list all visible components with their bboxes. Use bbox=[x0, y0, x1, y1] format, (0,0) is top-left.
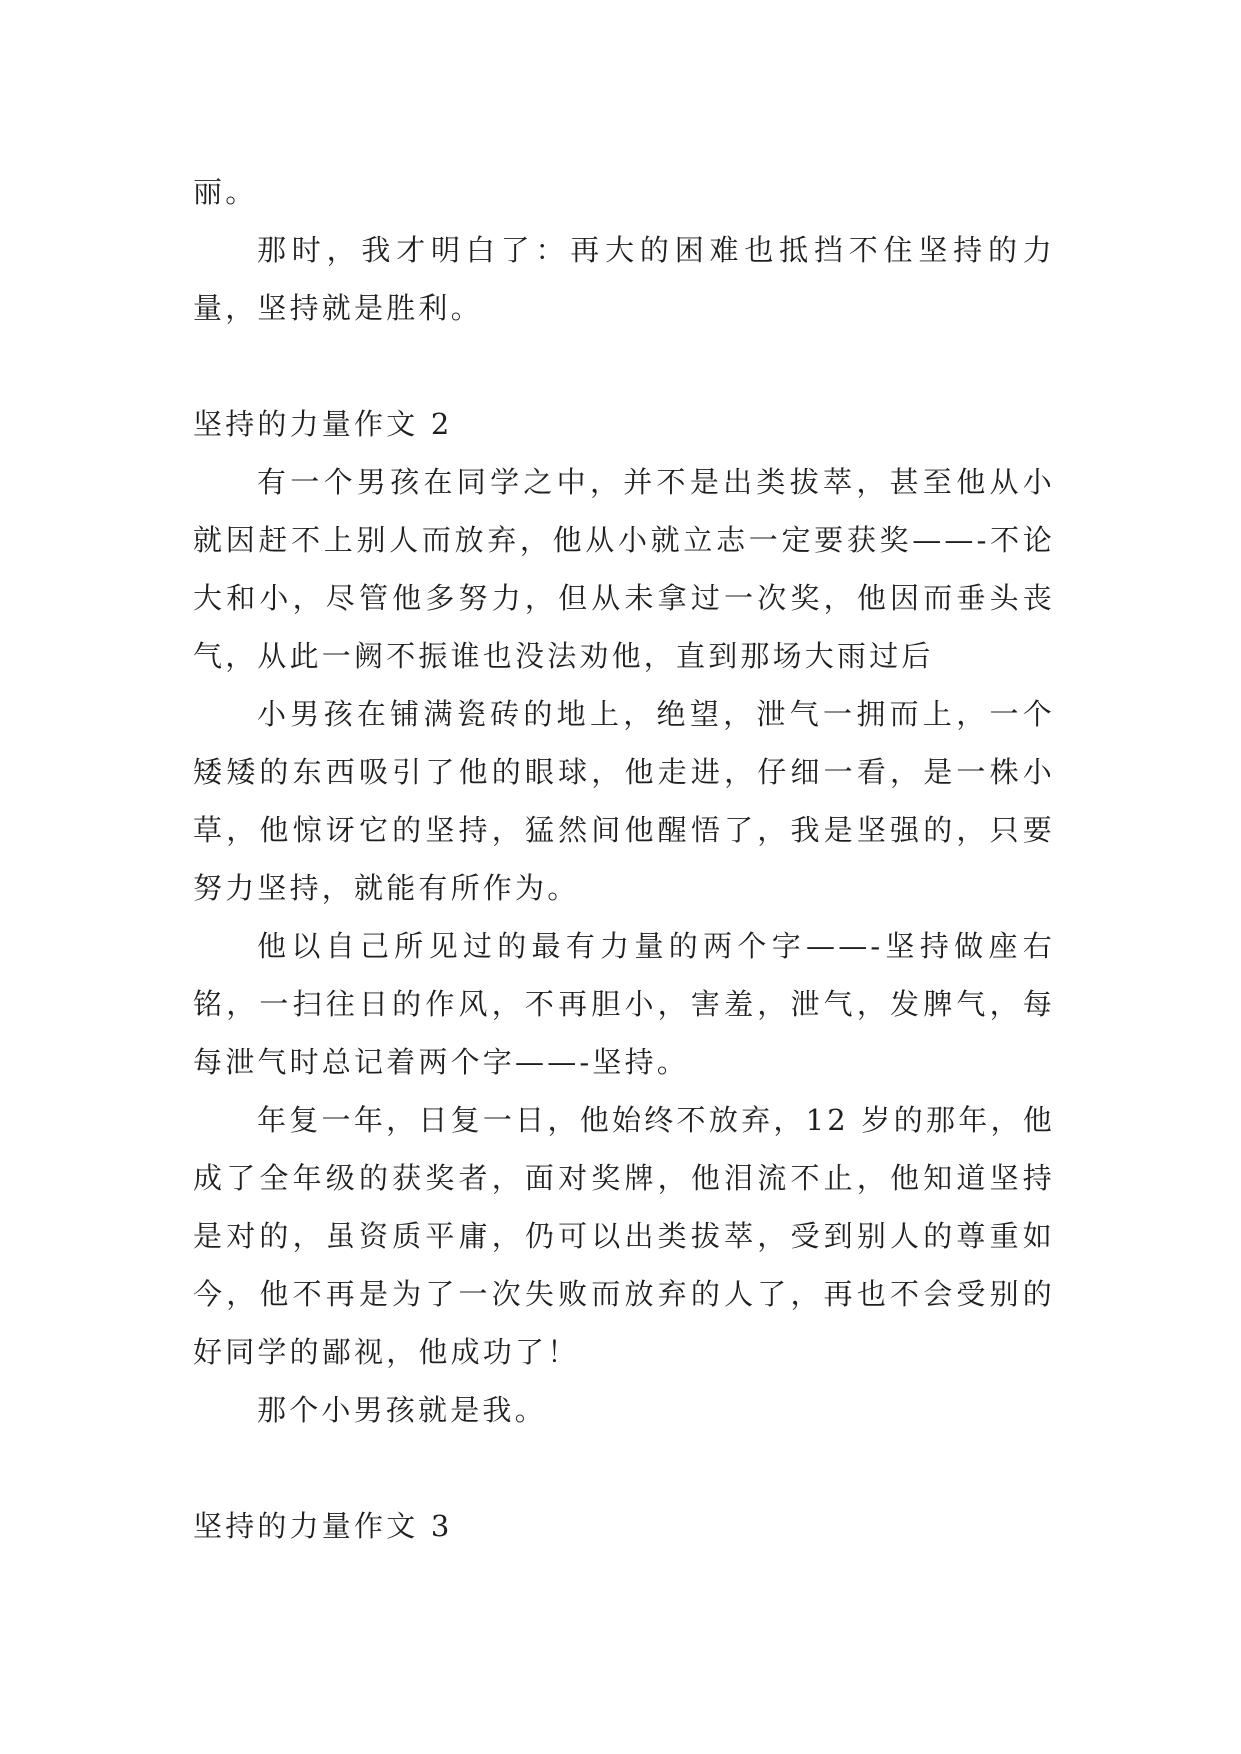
essay-title-2: 坚持的力量作文 2 bbox=[193, 407, 453, 441]
essay-title-3: 坚持的力量作文 3 bbox=[193, 1509, 453, 1543]
paragraph-continuation: 丽。 bbox=[193, 175, 258, 209]
document-body bbox=[193, 163, 1055, 1555]
paragraph: 年复一年，日复一日，他始终不放弃，12 岁的那年，他成了全年级的获奖者，面对奖牌，他泪流不止，他知道坚持是对的，虽资质平庸，仍可以出类拔萃，受到别人的尊重如今，他不再是为了一次失败而放弃的人了，再也不会受别的好同学的鄙视，他成功了！ bbox=[193, 1103, 1055, 1369]
paragraph: 他以自己所见过的最有力量的两个字——-坚持做座右铭，一扫往日的作风，不再胆小，害羞，泄气，发脾气，每每泄气时总记着两个字——-坚持。 bbox=[193, 929, 1055, 1079]
section-gap bbox=[193, 337, 1055, 395]
paragraph: 那个小男孩就是我。 bbox=[257, 1393, 547, 1427]
paragraph-conclusion: 那时，我才明白了：再大的困难也抵挡不住坚持的力量，坚持就是胜利。 bbox=[193, 233, 1055, 325]
paragraph: 小男孩在铺满瓷砖的地上，绝望，泄气一拥而上，一个矮矮的东西吸引了他的眼球，他走进，仔细一看，是一株小草，他惊讶它的坚持，猛然间他醒悟了，我是坚强的，只要努力坚持，就能有所作为。 bbox=[193, 697, 1055, 905]
section-gap bbox=[193, 1439, 1055, 1497]
paragraph: 有一个男孩在同学之中，并不是出类拔萃，甚至他从小就因赶不上别人而放弃，他从小就立志一定要获奖——-不论大和小，尽管他多努力，但从未拿过一次奖，他因而垂头丧气，从此一阙不振谁也没法劝他，直到那场大雨过后 bbox=[193, 465, 1055, 673]
